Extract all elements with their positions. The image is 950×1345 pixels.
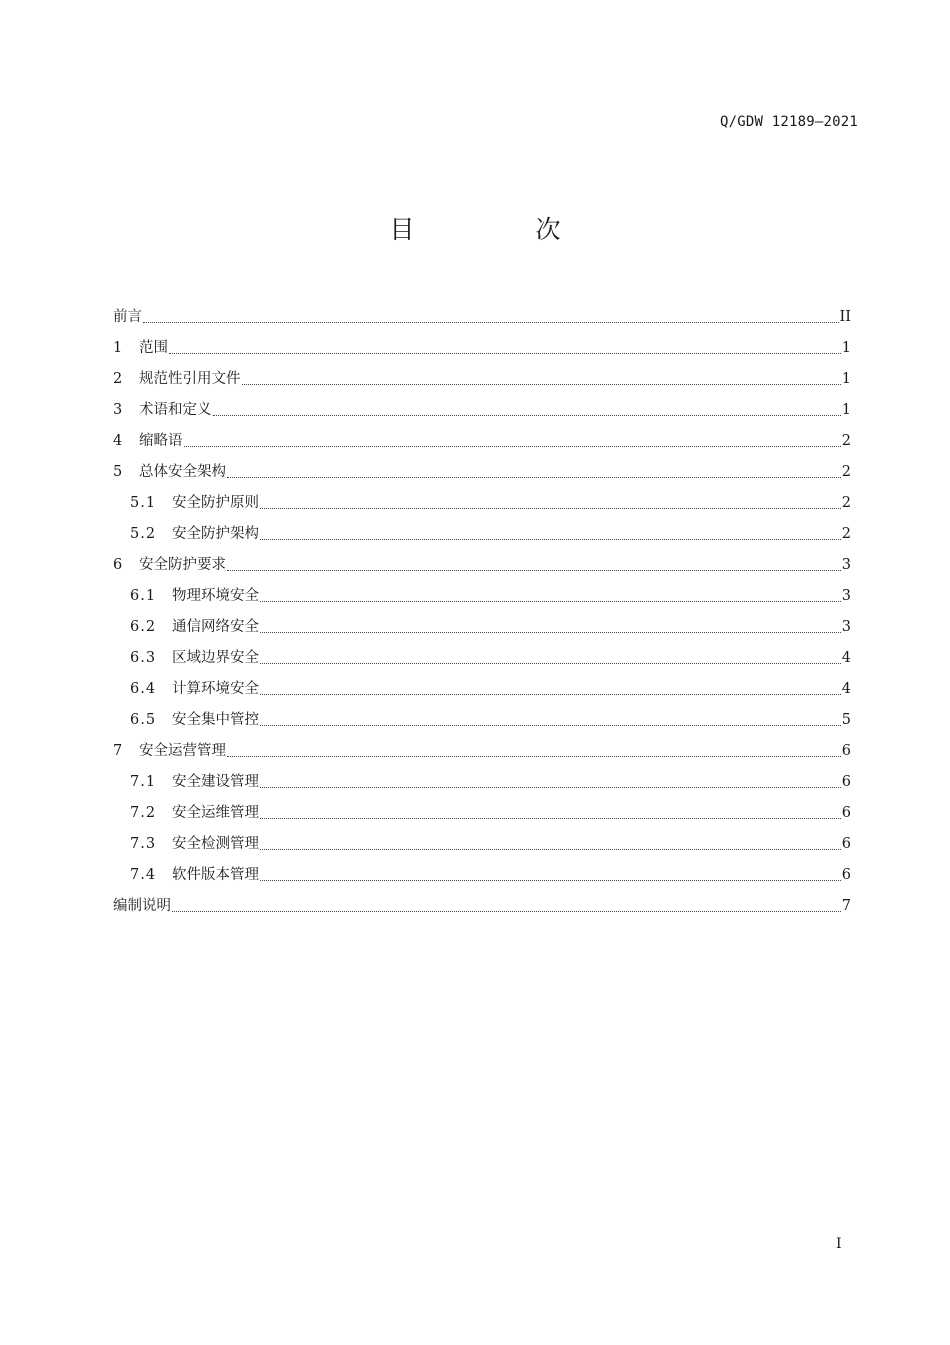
toc-entry-number: 3 [113,402,123,418]
toc-dot-leader [213,414,841,416]
toc-entry-label: 软件版本管理 [172,867,259,883]
toc-entry-page: II [839,309,851,325]
toc-entry-page: 6 [841,836,851,852]
toc-entry-number: 5 [113,464,123,480]
toc-dot-leader [260,724,841,726]
toc-entry-page: 2 [841,464,851,480]
toc-entry[interactable] [113,823,851,854]
toc-entry[interactable] [113,606,851,637]
toc-entry-number: 7 [113,743,123,759]
toc-entry-page: 1 [841,402,851,418]
toc-entry-label: 安全运营管理 [139,743,226,759]
toc-entry[interactable] [113,854,851,885]
toc-entry[interactable] [113,699,851,730]
toc-entry-page: 4 [841,681,851,697]
toc-entry-label: 范围 [139,340,168,356]
toc-dot-leader [260,631,841,633]
toc-entry[interactable] [113,513,851,544]
toc-dot-leader [260,600,841,602]
toc-entry-label: 总体安全架构 [139,464,226,480]
toc-entry[interactable] [113,637,851,668]
toc-entry[interactable] [113,668,851,699]
toc-dot-leader [260,786,841,788]
toc-entry-number: 5.2 [130,526,157,542]
toc-entry[interactable] [113,885,851,916]
toc-entry-page: 7 [841,898,851,914]
toc-entry-label: 安全防护原则 [172,495,259,511]
toc-entry-number: 6.3 [130,650,157,666]
toc-entry[interactable] [113,792,851,823]
toc-entry-label: 规范性引用文件 [139,371,241,387]
toc-entry-label: 通信网络安全 [172,619,259,635]
toc-entry-label: 计算环境安全 [172,681,259,697]
toc-entry-page: 6 [841,805,851,821]
page-number: I [836,1236,842,1252]
toc-entry-page: 3 [841,619,851,635]
toc-entry-page: 2 [841,526,851,542]
toc-entry-number: 1 [113,340,123,356]
toc-dot-leader [143,321,839,323]
toc-entry[interactable] [113,358,851,389]
toc-entry-label: 术语和定义 [139,402,212,418]
toc-entry-label: 前言 [113,309,142,325]
toc-entry-label: 安全运维管理 [172,805,259,821]
toc-dot-leader [227,755,841,757]
toc-entry-number: 7.2 [130,805,157,821]
toc-entry[interactable] [113,296,851,327]
toc-dot-leader [172,910,841,912]
toc-entry-number: 5.1 [130,495,157,511]
toc-entry-page: 6 [841,743,851,759]
toc-dot-leader [260,662,841,664]
toc-entry-page: 2 [841,433,851,449]
toc-entry-page: 1 [841,340,851,356]
toc-entry-label: 安全防护架构 [172,526,259,542]
toc-entry[interactable] [113,327,851,358]
toc-entry[interactable] [113,389,851,420]
toc-entry-number: 7.3 [130,836,157,852]
toc-entry[interactable] [113,451,851,482]
toc-entry[interactable] [113,482,851,513]
toc-entry-number: 6.4 [130,681,157,697]
page-title: 目 次 [389,215,609,244]
toc-dot-leader [260,693,841,695]
toc-entry-label: 区域边界安全 [172,650,259,666]
toc-entry-page: 4 [841,650,851,666]
toc-entry[interactable] [113,420,851,451]
table-of-contents [113,296,851,916]
toc-entry[interactable] [113,730,851,761]
toc-entry-page: 6 [841,774,851,790]
toc-dot-leader [184,445,841,447]
toc-entry-page: 2 [841,495,851,511]
toc-dot-leader [227,476,841,478]
toc-entry-label: 物理环境安全 [172,588,259,604]
toc-entry-label: 安全检测管理 [172,836,259,852]
toc-entry-label: 安全防护要求 [139,557,226,573]
toc-entry-page: 5 [841,712,851,728]
toc-entry-number: 6.5 [130,712,157,728]
toc-dot-leader [169,352,841,354]
document-code: Q/GDW 12189—2021 [719,114,858,130]
toc-entry-number: 7.4 [130,867,157,883]
toc-entry-label: 编制说明 [113,898,171,914]
toc-entry-number: 2 [113,371,123,387]
toc-dot-leader [260,817,841,819]
toc-dot-leader [260,879,841,881]
toc-entry-number: 6.1 [130,588,157,604]
toc-entry-number: 4 [113,433,123,449]
toc-dot-leader [227,569,841,571]
toc-entry-page: 1 [841,371,851,387]
toc-dot-leader [260,507,841,509]
toc-entry-label: 缩略语 [139,433,183,449]
toc-entry[interactable] [113,575,851,606]
toc-entry-number: 6.2 [130,619,157,635]
toc-dot-leader [242,383,841,385]
toc-entry-page: 6 [841,867,851,883]
toc-dot-leader [260,848,841,850]
toc-entry-number: 6 [113,557,123,573]
toc-entry-page: 3 [841,588,851,604]
toc-entry-page: 3 [841,557,851,573]
toc-entry-label: 安全集中管控 [172,712,259,728]
toc-dot-leader [260,538,841,540]
toc-entry[interactable] [113,544,851,575]
toc-entry[interactable] [113,761,851,792]
toc-entry-number: 7.1 [130,774,157,790]
toc-entry-label: 安全建设管理 [172,774,259,790]
